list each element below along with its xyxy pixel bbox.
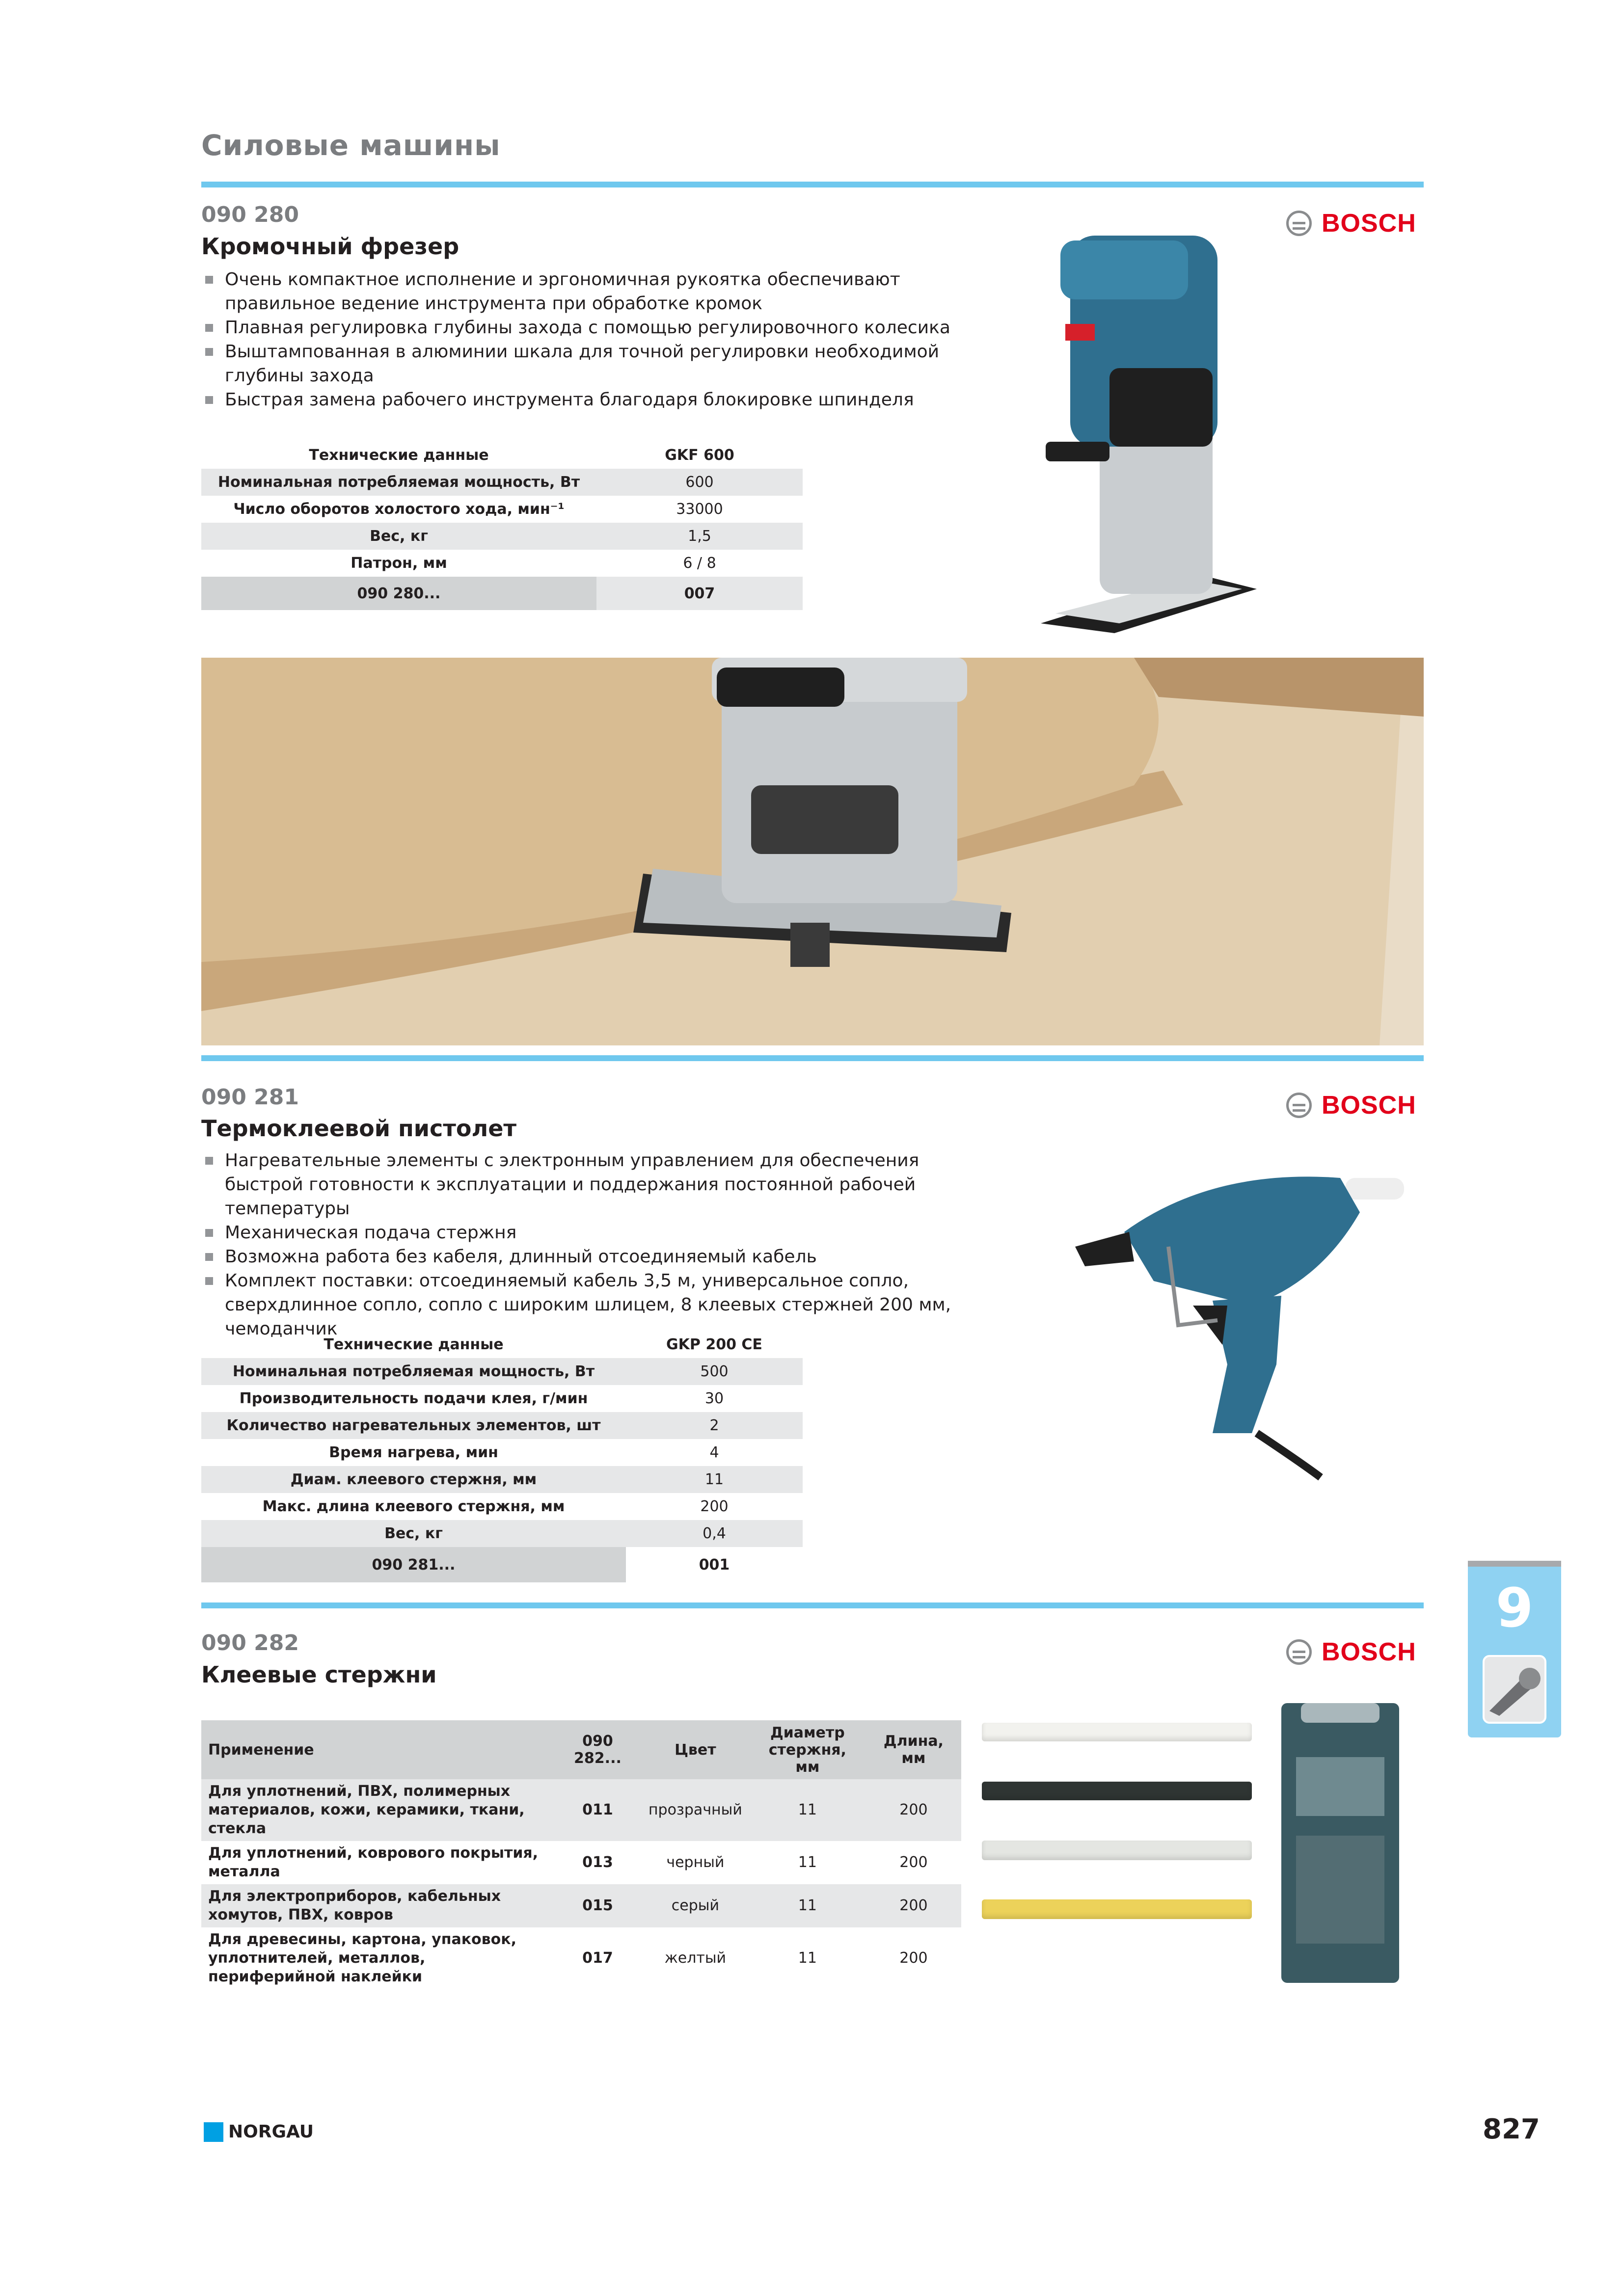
feature-item: Механическая подача стержня xyxy=(205,1221,961,1245)
product-name: Кромочный фрезер xyxy=(201,233,460,260)
glue-rod-yellow xyxy=(982,1899,1252,1919)
feature-item: Быстрая замена рабочего инструмента благодаря блокировке шпинделя xyxy=(205,388,951,412)
table-row: Для электроприборов, кабельных хомутов, ПВХ, ковров 015 серый 11 200 xyxy=(201,1884,961,1927)
product-code: 090 282 xyxy=(201,1630,299,1655)
feature-item: Плавная регулировка глубины захода с помощью регулировочного колесика xyxy=(205,316,951,340)
page-number: 827 xyxy=(1483,2113,1540,2145)
norgau-logo: NORGAU xyxy=(204,2122,314,2142)
norgau-square-icon xyxy=(204,2122,223,2142)
feature-list xyxy=(205,267,951,412)
bosch-logo: BOSCH xyxy=(1286,1091,1416,1120)
glue-gun-photo xyxy=(1065,1158,1419,1492)
product-name: Термоклеевой пистолет xyxy=(201,1115,517,1142)
product-name: Клеевые стержни xyxy=(201,1661,437,1688)
product-code: 090 280 xyxy=(201,202,299,227)
router-tool-photo xyxy=(1011,201,1267,638)
router-in-use-photo xyxy=(201,658,1424,1045)
feature-item: Выштампованная в алюминии шкала для точной регулировки необходимой глубины захода xyxy=(205,340,951,388)
feature-item: Возможна работа без кабеля, длинный отсоединяемый кабель xyxy=(205,1245,961,1269)
order-suffix: 001 xyxy=(699,1556,730,1574)
glue-rods-package-photo xyxy=(1271,1698,1419,1993)
order-code: 090 281... xyxy=(201,1547,626,1582)
feature-item: Комплект поставки: отсоединяемый кабель 3,5 м, универсальное сопло, сверхдлинное сопло, сопло с широким шлицем, 8 клеевых стержней 200 мм, чемоданчик xyxy=(205,1269,961,1341)
product-code: 090 281 xyxy=(201,1085,299,1110)
bosch-logo: BOSCH xyxy=(1286,209,1416,238)
bosch-armature-icon xyxy=(1286,1093,1312,1118)
page-section-title: Силовые машины xyxy=(201,129,501,162)
section-divider xyxy=(201,1602,1424,1608)
table-row: Для древесины, картона, упаковок, уплотнителей, металлов, периферийной наклейки 017 желтый 11 200 xyxy=(208,1931,928,1985)
order-code: 090 280... xyxy=(201,577,596,610)
table-row: Для уплотнений, ПВХ, полимерных материалов, кожи, керамики, ткани, стекла 011 прозрачный 11 200 xyxy=(201,1779,961,1841)
angle-grinder-icon xyxy=(1483,1655,1546,1724)
glue-rods-table: Применение 090 282... Цвет Диаметр стержня, мм Длина, мм Для уплотнений, ПВХ, полимерных материалов, кожи, керамики, ткани, стекла 011 прозрачный 11 200 Для уплотнений, коврового покрытия, металла 013 черный 11 200 Для электроприборов, кабельных хомутов, ПВХ, ковров 015 серый 11 200 Для древесины, картона, упаковок, уплотнителей, металлов, периферийной наклейки 017 желтый 11 200 xyxy=(201,1720,961,1989)
section-divider xyxy=(201,1055,1424,1061)
section-divider xyxy=(201,182,1424,187)
feature-list xyxy=(205,1148,961,1341)
spec-table: Технические данные GKP 200 CE Номинальная потребляемая мощность, Вт 500 Производительность подачи клея, г/мин 30 Количество нагревательных элементов, шт 2 Время нагрева, мин 4 Диам. клеевого стержня, мм 11 Макс. длина клеевого стержня, мм 200 Вес, кг 0,4 090 281... 001 xyxy=(201,1331,803,1582)
bosch-logo: BOSCH xyxy=(1286,1637,1416,1667)
table-row: Для уплотнений, коврового покрытия, металла 013 черный 11 200 xyxy=(208,1844,928,1880)
feature-item: Нагревательные элементы с электронным управлением для обеспечения быстрой готовности к эксплуатации и поддержания постоянной рабочей температуры xyxy=(205,1148,961,1221)
chapter-number: 9 xyxy=(1495,1576,1534,1639)
glue-rod-black xyxy=(982,1782,1252,1800)
order-suffix: 007 xyxy=(596,577,803,610)
feature-item: Очень компактное исполнение и эргономичная рукоятка обеспечивают правильное ведение инструмента при обработке кромок xyxy=(205,267,951,316)
chapter-tab xyxy=(1468,1561,1561,1737)
bosch-armature-icon xyxy=(1286,211,1312,236)
glue-rod-grey xyxy=(982,1841,1252,1860)
glue-rods-swatches xyxy=(977,1718,1257,1934)
glue-rod-clear xyxy=(982,1723,1252,1741)
spec-table: Технические данные GKF 600 Номинальная потребляемая мощность, Вт 600 Число оборотов холостого хода, мин⁻¹ 33000 Вес, кг 1,5 Патрон, мм 6 / 8 090 280... 007 xyxy=(201,442,803,610)
bosch-armature-icon xyxy=(1286,1639,1312,1665)
